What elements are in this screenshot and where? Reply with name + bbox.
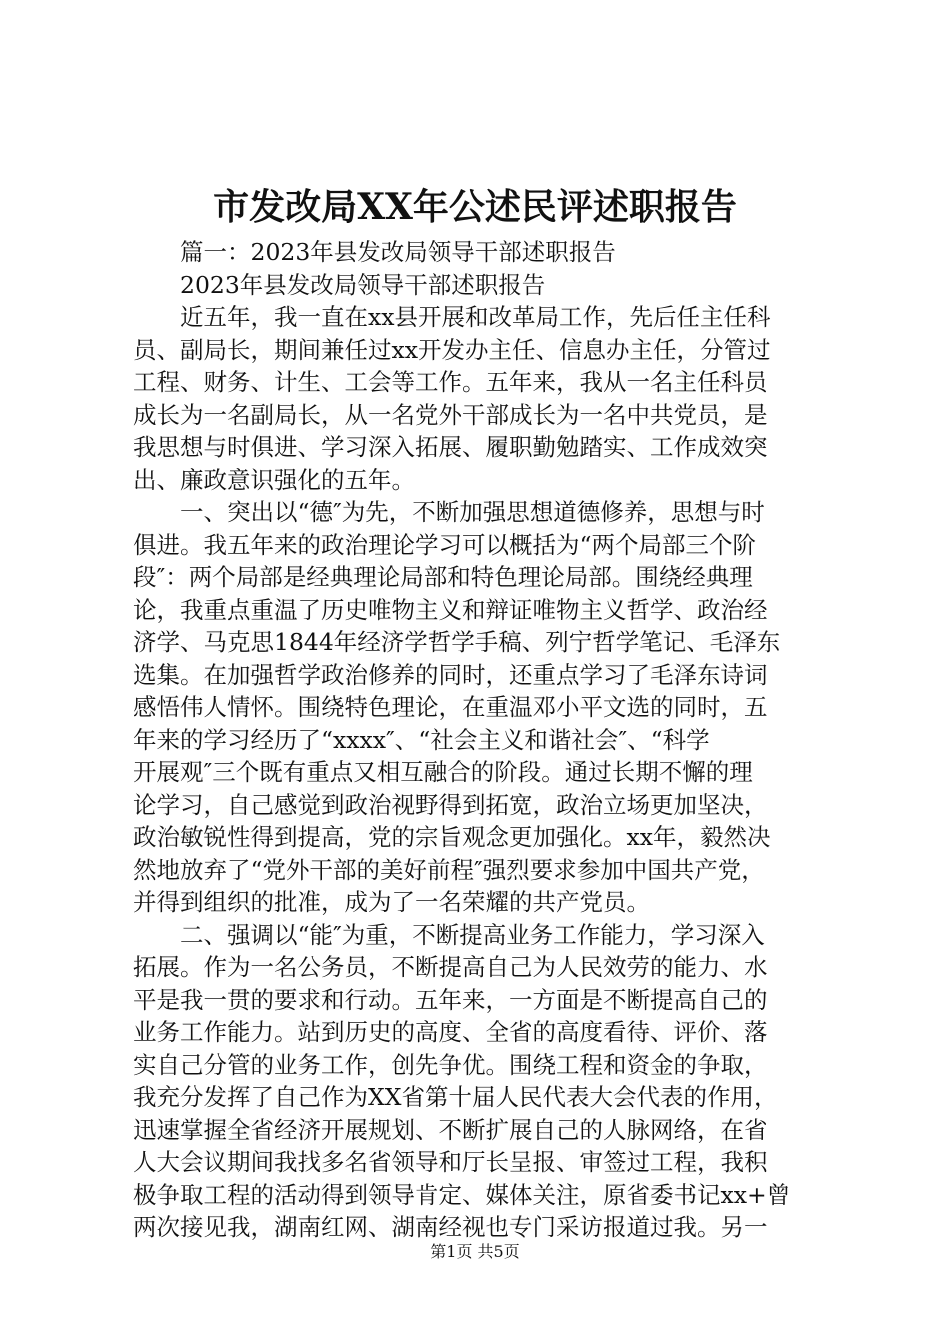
text-line: 年来的学习经历了“xxxx″、“社会主义和谐社会″、“科学 [133, 725, 710, 754]
text-line: 成长为一名副局长，从一名党外干部成长为一名中共党员，是 [133, 400, 768, 429]
text-line: 选集。在加强哲学政治修养的同时，还重点学习了毛泽东诗词 [133, 660, 768, 689]
text-line: 出、廉政意识强化的五年。 [133, 465, 415, 494]
text-line: 段″：两个局部是经典理论局部和特色理论局部。围绕经典理 [133, 563, 753, 591]
text-line: 2023年县发改局领导干部述职报告 [180, 270, 546, 299]
text-line: 然地放弃了“党外干部的美好前程″强烈要求参加中国共产党， [133, 855, 765, 884]
text-line: 我充分发挥了自己作为XX省第十届人民代表大会代表的作用， [133, 1083, 778, 1111]
text-line: 感悟伟人情怀。围绕特色理论，在重温邓小平文选的同时，五 [133, 693, 768, 721]
text-line: 两次接见我，湖南红网、湖南经视也专门采访报道过我。另一 [133, 1213, 768, 1241]
document-body [133, 236, 843, 1244]
text-line: 员、副局长，期间兼任过xx开发办主任、信息办主任，分管过 [133, 335, 771, 364]
text-line: 工程、财务、计生、工会等工作。五年来，我从一名主任科员 [133, 368, 768, 396]
text-line: 论，我重点重温了历史唯物主义和辩证唯物主义哲学、政治经 [133, 595, 768, 624]
text-line: 拓展。作为一名公务员，不断提高自己为人民效劳的能力、水 [133, 953, 768, 981]
text-line: 极争取工程的活动得到领导肯定、媒体关注，原省委书记xx+曾 [133, 1180, 791, 1209]
text-line: 开展观″三个既有重点又相互融合的阶段。通过长期不懈的理 [133, 758, 753, 786]
text-line: 并得到组织的批准，成为了一名荣耀的共产党员。 [133, 888, 650, 916]
text-line: 实自己分管的业务工作，创先争优。围绕工程和资金的争取， [133, 1050, 768, 1079]
text-line: 论学习，自己感觉到政治视野得到拓宽，政治立场更加坚决， [133, 790, 768, 819]
text-line: 二、强调以“能″为重，不断提高业务工作能力，学习深入 [180, 920, 765, 949]
text-line: 俱进。我五年来的政治理论学习可以概括为“两个局部三个阶 [133, 530, 757, 559]
text-line: 篇一：2023年县发改局领导干部述职报告 [180, 238, 616, 266]
page-footer: 第1页 共5页 [430, 1242, 520, 1261]
text-line: 平是我一贯的要求和行动。五年来，一方面是不断提高自己的 [133, 985, 768, 1014]
text-line: 济学、马克思1844年经济学哲学手稿、列宁哲学笔记、毛泽东 [133, 628, 781, 656]
text-line: 业务工作能力。站到历史的高度、全省的高度看待、评价、落 [133, 1018, 768, 1046]
text-line: 我思想与时俱进、学习深入拓展、履职勤勉踏实、工作成效突 [133, 433, 768, 461]
document-title: 市发改局XX年公述民评述职报告 [213, 186, 737, 228]
text-line: 一、突出以“德″为先，不断加强思想道德修养，思想与时 [180, 498, 765, 526]
text-line: 迅速掌握全省经济开展规划、不断扩展自己的人脉网络，在省 [133, 1115, 768, 1144]
text-line: 人大会议期间我找多名省领导和厅长呈报、审签过工程，我积 [133, 1148, 768, 1176]
text-line: 近五年，我一直在xx县开展和改革局工作，先后任主任科 [180, 303, 771, 331]
text-line: 政治敏锐性得到提高，党的宗旨观念更加强化。xx年，毅然决 [133, 823, 771, 851]
